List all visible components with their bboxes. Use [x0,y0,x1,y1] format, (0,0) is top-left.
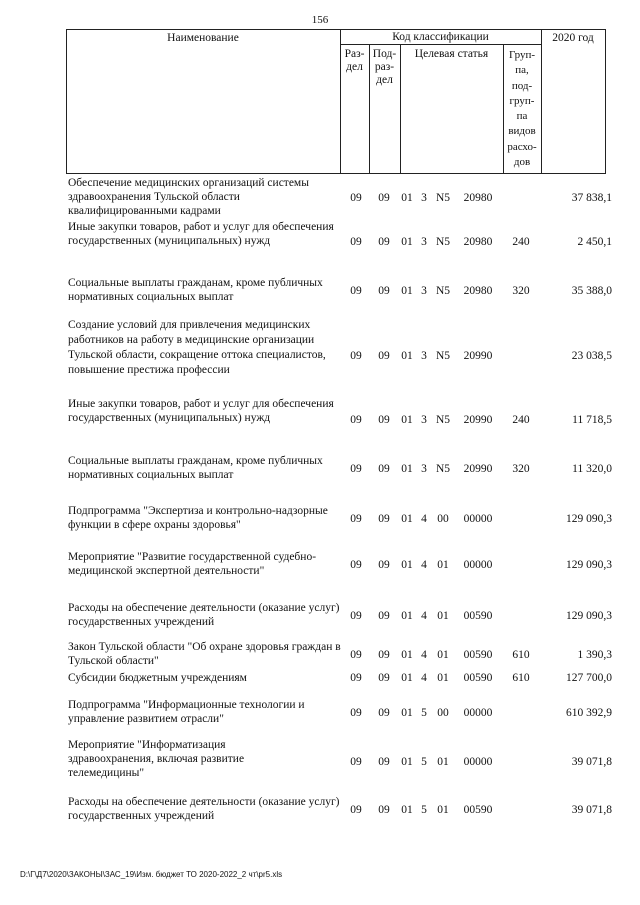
table-row [0,738,640,782]
row-razdel: 09 [350,192,362,204]
file-path-footer: D:\Г\Д7\2020\ЗАКОНЫ\ЗАС_19\Изм. бюджет ТО 2020-2022_2 чт\pr5.xls [20,870,283,879]
row-cs3: 01 [437,804,449,816]
row-vr: 610 [512,649,530,661]
row-amount: 1 390,3 [577,649,612,661]
table-row [0,276,640,308]
row-cs1: 01 [401,463,413,475]
row-podrazdel: 09 [378,285,390,297]
row-cs4: 20980 [463,236,493,248]
row-amount: 129 090,3 [566,610,612,622]
row-name: Расходы на обеспечение деятельности (оказание услуг) государственных учреждений [68,602,340,628]
row-cs2: 3 [421,285,427,297]
row-podrazdel: 09 [378,463,390,475]
row-cs4: 20990 [463,350,493,362]
row-cs3: 01 [437,649,449,661]
row-cs1: 01 [401,649,413,661]
header-target-article: Целевая статья [414,48,489,60]
table-row [0,176,640,220]
row-name: Мероприятие "Развитие государственной судебно-медицинской экспертной деятельности" [68,551,317,577]
row-amount: 11 718,5 [572,414,612,426]
table-row [0,220,640,264]
row-cs1: 01 [401,756,413,768]
row-cs3: N5 [435,414,451,426]
row-cs1: 01 [401,610,413,622]
row-razdel: 09 [350,285,362,297]
row-cs4: 00590 [463,672,493,684]
row-razdel: 09 [350,350,362,362]
row-cs1: 01 [401,192,413,204]
row-name: Мероприятие "Информатизация здравоохранения, включая развитие телемедицины" [68,739,245,779]
row-cs3: N5 [435,463,451,475]
table-row [0,640,640,670]
row-cs3: 01 [437,756,449,768]
row-name: Субсидии бюджетным учреждениям [68,672,247,684]
row-cs1: 01 [401,236,413,248]
row-cs3: 01 [437,610,449,622]
row-cs2: 4 [421,513,427,525]
row-amount: 129 090,3 [566,559,612,571]
row-name: Подпрограмма "Экспертиза и контрольно-надзорные функции в сфере охраны здоровья" [68,505,328,531]
row-cs4: 20980 [463,285,493,297]
row-cs1: 01 [401,350,413,362]
row-vr: 320 [512,285,530,297]
row-amount: 39 071,8 [571,756,612,768]
row-amount: 11 320,0 [572,463,612,475]
header-section: Раз- дел [344,48,365,73]
row-cs2: 3 [421,192,427,204]
row-cs1: 01 [401,672,413,684]
table-row [0,671,640,687]
row-cs2: 3 [421,350,427,362]
row-razdel: 09 [350,414,362,426]
header-code-classification: Код классификации [392,31,489,43]
row-name: Обеспечение медицинских организаций системы здравоохранения Тульской области квалифицированными кадрами [68,177,309,217]
row-podrazdel: 09 [378,756,390,768]
row-vr: 240 [512,414,530,426]
row-cs1: 01 [401,285,413,297]
row-amount: 129 090,3 [566,513,612,525]
page-number: 156 [311,14,329,26]
row-podrazdel: 09 [378,804,390,816]
row-cs2: 5 [421,804,427,816]
row-name: Социальные выплаты гражданам, кроме публичных нормативных социальных выплат [68,277,323,303]
row-name: Подпрограмма "Информационные технологии и управление развитием отрасли" [68,699,305,725]
row-amount: 37 838,1 [571,192,612,204]
row-cs3: 01 [437,559,449,571]
row-razdel: 09 [350,513,362,525]
row-cs4: 00590 [463,610,493,622]
row-cs4: 20990 [463,463,493,475]
row-podrazdel: 09 [378,350,390,362]
row-cs2: 4 [421,672,427,684]
table-row [0,397,640,441]
row-name: Расходы на обеспечение деятельности (оказание услуг) государственных учреждений [68,796,340,822]
row-cs4: 20980 [463,192,493,204]
row-razdel: 09 [350,649,362,661]
table-row [0,698,640,730]
table-row [0,550,640,582]
row-podrazdel: 09 [378,236,390,248]
row-razdel: 09 [350,756,362,768]
row-cs2: 4 [421,649,427,661]
row-razdel: 09 [350,463,362,475]
row-cs3: 00 [437,513,449,525]
row-amount: 2 450,1 [577,236,612,248]
row-podrazdel: 09 [378,559,390,571]
row-cs4: 00000 [463,559,493,571]
row-amount: 23 038,5 [571,350,612,362]
row-cs2: 3 [421,236,427,248]
row-cs2: 3 [421,414,427,426]
row-cs1: 01 [401,559,413,571]
table-row [0,318,640,394]
row-cs2: 4 [421,559,427,571]
row-razdel: 09 [350,707,362,719]
row-cs2: 4 [421,610,427,622]
row-cs4: 00590 [463,649,493,661]
row-podrazdel: 09 [378,610,390,622]
row-cs4: 00000 [463,756,493,768]
row-podrazdel: 09 [378,414,390,426]
row-cs2: 5 [421,756,427,768]
row-razdel: 09 [350,610,362,622]
row-cs2: 3 [421,463,427,475]
row-podrazdel: 09 [378,192,390,204]
row-cs3: N5 [435,285,451,297]
row-cs4: 00590 [463,804,493,816]
row-vr: 240 [512,236,530,248]
table-row [0,601,640,633]
row-cs4: 20990 [463,414,493,426]
row-cs3: 01 [437,672,449,684]
header-expense-group: Груп- па, под- груп- па видов расхо- дов [507,49,537,169]
header-subsection: Под- раз- дел [372,48,397,86]
row-podrazdel: 09 [378,649,390,661]
table-row [0,504,640,536]
row-cs4: 00000 [463,513,493,525]
row-razdel: 09 [350,672,362,684]
row-cs1: 01 [401,513,413,525]
row-amount: 610 392,9 [566,707,612,719]
row-podrazdel: 09 [378,672,390,684]
row-cs2: 5 [421,707,427,719]
row-razdel: 09 [350,559,362,571]
table-row [0,454,640,486]
table-row [0,795,640,827]
row-razdel: 09 [350,804,362,816]
row-amount: 35 388,0 [571,285,612,297]
row-cs1: 01 [401,707,413,719]
row-cs4: 00000 [463,707,493,719]
row-name: Социальные выплаты гражданам, кроме публичных нормативных социальных выплат [68,455,323,481]
row-name: Иные закупки товаров, работ и услуг для обеспечения государственных (муниципальных) нужд [68,221,334,247]
row-amount: 39 071,8 [571,804,612,816]
row-razdel: 09 [350,236,362,248]
row-cs3: 00 [437,707,449,719]
row-vr: 320 [512,463,530,475]
row-amount: 127 700,0 [566,672,612,684]
row-cs3: N5 [435,192,451,204]
row-cs3: N5 [435,350,451,362]
row-cs1: 01 [401,414,413,426]
row-vr: 610 [512,672,530,684]
row-name: Создание условий для привлечения медицинских работников на работу в медицинские организации Тульской области, сокращение оттока специалистов, повышение престижа профессии [68,319,326,376]
row-cs3: N5 [435,236,451,248]
row-podrazdel: 09 [378,513,390,525]
row-name: Иные закупки товаров, работ и услуг для обеспечения государственных (муниципальных) нужд [68,398,334,424]
header-name: Наименование [167,32,239,44]
header-year: 2020 год [552,32,594,44]
row-podrazdel: 09 [378,707,390,719]
row-name: Закон Тульской области "Об охране здоровья граждан в Тульской области" [68,641,341,667]
row-cs1: 01 [401,804,413,816]
